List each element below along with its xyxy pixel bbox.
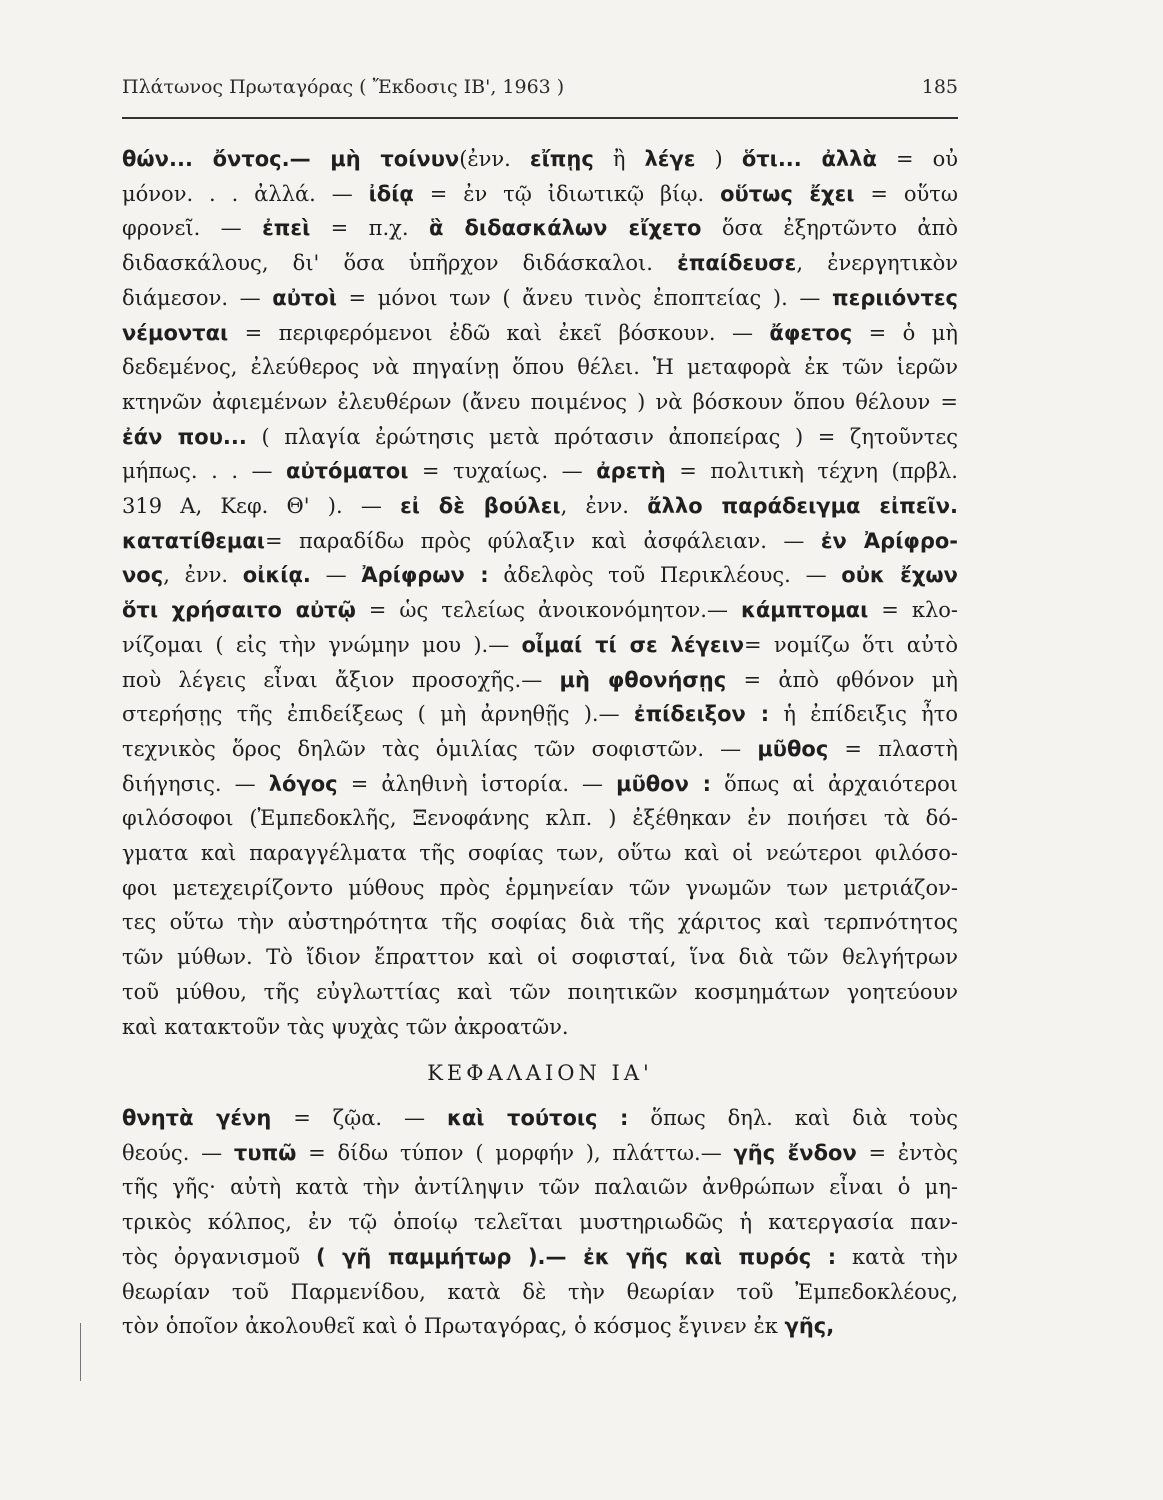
text-line — [122, 316, 958, 351]
lemma-term: ὅτι χρήσαιτο αὐτῷ — [122, 598, 356, 623]
gloss-text: τῆς γῆς· αὐτὴ κατὰ τὴν ἀντίληψιν τῶν παλαιῶν ἀνθρώπων εἶναι ὁ μη- — [122, 1175, 958, 1200]
gloss-text: = ὡς τελείως ἀνοικονόμητον.— — [355, 598, 741, 623]
lemma-term: λόγος — [268, 771, 338, 796]
text-line — [122, 871, 958, 906]
lemma-term: ἐν Ἀρίφρο- — [820, 528, 958, 553]
text-line — [122, 420, 958, 455]
text-line — [122, 281, 958, 316]
text-line — [122, 836, 958, 871]
lemma-term: οὕτως ἔχει — [720, 181, 855, 206]
gloss-text: ἢ — [593, 147, 645, 171]
text-line — [122, 350, 958, 385]
gloss-text: = δίδω τύπον ( μορφήν ), πλάττω.— — [296, 1140, 734, 1165]
lemma-term: νέμονται — [122, 320, 229, 345]
gloss-text: νίζομαι ( εἰς τὴν γνώμην μου ).— — [122, 632, 522, 657]
text-line — [122, 940, 958, 975]
gloss-text: θεούς. — — [122, 1140, 234, 1165]
text-line — [122, 1205, 958, 1240]
gloss-text: — — [310, 563, 362, 588]
gloss-text: τες οὕτω τὴν αὐστηρότητα τῆς σοφίας διὰ τῆς χάριτος καὶ τερπνότητος — [122, 910, 958, 935]
lemma-term: ἄλλο παράδειγμα εἰπεῖν. — [647, 494, 958, 519]
gloss-text: , ἐνν. — [560, 494, 648, 519]
gloss-text: τοῦ μύθου, τῆς εὐγλωττίας καὶ τῶν ποιητικῶν κοσμημάτων γοητεύουν — [122, 979, 958, 1004]
gloss-text: κατὰ τὴν — [836, 1244, 958, 1269]
lemma-term: εἰ δὲ βούλει — [400, 494, 561, 519]
gloss-text: ἀδελφὸς τοῦ Περικλέους. — — [488, 563, 842, 588]
lemma-term: ἐπεὶ — [262, 216, 311, 241]
gloss-text: = τυχαίως. — — [408, 459, 597, 484]
lemma-term: ἄφετος — [769, 320, 853, 345]
gloss-text: ) — [695, 147, 742, 171]
gloss-text: = κλο- — [868, 598, 958, 623]
text-line — [122, 1101, 958, 1136]
page-header — [122, 76, 958, 98]
gloss-text: φρονεῖ. — — [122, 216, 263, 241]
lemma-term: οἰκίᾳ. — [242, 563, 311, 588]
lemma-term: γῆς, — [784, 1314, 835, 1339]
text-line — [122, 1275, 958, 1310]
text-line — [122, 1240, 958, 1275]
gloss-text: = π.χ. — [310, 216, 429, 241]
lemma-term: περιιόντες — [832, 285, 958, 310]
gloss-text: = πλαστὴ — [828, 736, 958, 761]
gloss-text: τὸν ὁποῖον ἀκολουθεῖ καὶ ὁ Πρωταγόρας, ὁ κόσμος ἔγινεν ἐκ — [122, 1314, 785, 1339]
text-line — [122, 767, 958, 802]
lemma-term: ἀρετὴ — [596, 459, 666, 484]
gloss-text: ἡ ἐπίδειξις ἦτο — [769, 702, 958, 727]
gloss-text: διήγησις. — — [122, 771, 269, 796]
gloss-text: μόνον. . . ἀλλά. — — [122, 181, 369, 206]
commentary-text — [122, 142, 958, 1344]
gloss-text: , ἐνν. — [163, 563, 243, 588]
lemma-term: μῦθος — [757, 736, 829, 761]
text-line — [122, 524, 958, 559]
running-title: Πλάτωνος Πρωταγόρας ( Ἔκδοσις ΙΒ', 1963 ) — [122, 76, 565, 98]
gloss-text: γματα καὶ παραγγέλματα τῆς σοφίας των, οὕτω καὶ οἱ νεώτεροι φιλόσο- — [122, 841, 958, 866]
gloss-text: = ὁ μὴ — [852, 320, 958, 345]
text-line — [122, 454, 958, 489]
lemma-term: θνητὰ γένη — [122, 1105, 272, 1130]
gloss-text: δεδεμένος, ἐλεύθερος νὰ πηγαίνῃ ὅπου θέλει. Ἡ μεταφορὰ ἐκ τῶν ἱερῶν — [122, 355, 958, 380]
gloss-text: μήπως. . . — — [122, 459, 287, 484]
header-rule — [122, 117, 958, 119]
gloss-text: = νομίζω ὅτι αὐτὸ — [744, 632, 958, 657]
gloss-text: φιλόσοφοι (Ἐμπεδοκλῆς, Ξενοφάνης κλπ. ) ἐξέθηκαν ἐν ποιήσει τὰ δό- — [122, 806, 958, 831]
text-line — [122, 1170, 958, 1205]
text-line — [122, 211, 958, 246]
lemma-term: ἰδίᾳ — [368, 181, 414, 206]
gloss-text: (ἐνν. — [459, 147, 530, 171]
lemma-term: ἐάν που... — [122, 424, 247, 449]
lemma-term: λέγε — [644, 147, 696, 171]
lemma-term: Ἀρίφρων : — [361, 563, 489, 588]
gloss-text: ποὺ λέγεις εἶναι ἄξιον προσοχῆς.— — [122, 667, 560, 692]
lemma-term: ἐπίδειξον : — [633, 702, 770, 727]
lemma-term: θών... ὄντος.— μὴ τοίνυν — [122, 147, 460, 171]
gloss-text: τῶν μύθων. Τὸ ἴδιον ἔπραττον καὶ οἱ σοφισταί, ἵνα διὰ τῶν θελγήτρων — [122, 945, 958, 970]
text-line — [122, 732, 958, 767]
gloss-text: διδασκάλους, δι' ὅσα ὑπῆρχον διδάσκαλοι. — [122, 251, 678, 276]
text-line — [122, 975, 958, 1010]
text-line — [122, 246, 958, 281]
gloss-text: τρικὸς κόλπος, ἐν τῷ ὁποίῳ τελεῖται μυστηριωδῶς ἡ κατεργασία παν- — [122, 1210, 958, 1235]
gloss-text: ὅπως δηλ. καὶ διὰ τοὺς — [628, 1105, 958, 1130]
lemma-term: γῆς ἔνδον — [733, 1140, 857, 1165]
gloss-text: τεχνικὸς ὅρος δηλῶν τὰς ὁμιλίας τῶν σοφιστῶν. — — [122, 736, 758, 761]
commentary-paragraph — [122, 142, 958, 1044]
gloss-text: φοι μετεχειρίζοντο μύθους πρὸς ἑρμηνείαν τῶν γνωμῶν των μετριάζον- — [122, 875, 958, 900]
lemma-term: ἐπαίδευσε — [677, 251, 797, 276]
text-line — [122, 558, 958, 593]
text-line — [122, 142, 958, 177]
text-line — [122, 1010, 958, 1045]
gloss-text: διάμεσον. — — [122, 285, 273, 310]
margin-mark — [80, 1323, 81, 1381]
text-line — [122, 905, 958, 940]
gloss-text: στερήσῃς τῆς ἐπιδείξεως ( μὴ ἀρνηθῇς ).— — [122, 702, 634, 727]
lemma-term: κατατίθεμαι — [122, 528, 265, 553]
gloss-text: = πολιτικὴ τέχνη (πρβλ. — [665, 459, 958, 484]
lemma-term: οὐκ ἔχων — [841, 563, 958, 588]
text-line — [122, 801, 958, 836]
lemma-term: τυπῶ — [233, 1140, 297, 1165]
text-line — [122, 489, 958, 524]
gloss-text: ( πλαγία ἐρώτησις μετὰ πρότασιν ἀποπείρας ) = ζητοῦντες — [246, 424, 958, 449]
text-line — [122, 1309, 958, 1344]
gloss-text: = μόνοι των ( ἄνευ τινὸς ἐποπτείας ). — — [336, 285, 833, 310]
gloss-text: = ἀπὸ φθόνον μὴ — [726, 667, 958, 692]
gloss-text: ὅπως αἱ ἀρχαιότεροι — [711, 771, 958, 796]
gloss-text: = οὕτω — [854, 181, 958, 206]
text-line — [122, 628, 958, 663]
gloss-text: , ἐνεργητικὸν — [796, 251, 958, 276]
lemma-term: ὅτι... ἀλλὰ — [741, 147, 877, 171]
gloss-text: κτηνῶν ἀφιεμένων ἐλευθέρων (ἄνευ ποιμένος ) νὰ βόσκουν ὅπου θέλουν = — [122, 389, 958, 414]
gloss-text: = περιφερόμενοι ἐδῶ καὶ ἐκεῖ βόσκουν. — — [228, 320, 770, 345]
lemma-term: κάμπτομαι — [740, 598, 869, 623]
text-line — [122, 593, 958, 628]
lemma-term: νος — [122, 563, 164, 588]
text-line — [122, 697, 958, 732]
gloss-text: = ζῷα. — — [271, 1105, 447, 1130]
gloss-text: = οὐ — [876, 147, 958, 171]
lemma-term: καὶ τούτοις : — [446, 1105, 629, 1130]
text-line — [122, 663, 958, 698]
gloss-text: ὅσα ἐξηρτῶντο ἀπὸ — [701, 216, 958, 241]
lemma-term: ἃ διδασκάλων εἴχετο — [428, 216, 702, 241]
page-number: 185 — [921, 76, 958, 98]
gloss-text: τὸς ὀργανισμοῦ — [122, 1244, 316, 1269]
lemma-term: αὐτόματοι — [286, 459, 409, 484]
lemma-term: οἶμαί τί σε λέγειν — [521, 632, 745, 657]
lemma-term: αὐτοὶ — [272, 285, 337, 310]
text-line — [122, 1136, 958, 1171]
lemma-term: μὴ φθονήσῃς — [559, 667, 727, 692]
gloss-text: = ἀληθινὴ ἱστορία. — — [337, 771, 617, 796]
text-line — [122, 385, 958, 420]
lemma-term: ( γῆ παμμήτωρ ).— ἐκ γῆς καὶ πυρός : — [315, 1244, 837, 1269]
chapter-paragraph — [122, 1101, 958, 1344]
chapter-heading: ΚΕΦΑΛΑΙΟΝ ΙΑ' — [427, 1061, 653, 1086]
lemma-term: μῦθον : — [616, 771, 712, 796]
gloss-text: = ἐντὸς — [856, 1140, 958, 1165]
gloss-text: = παραδίδω πρὸς φύλαξιν καὶ ἀσφάλειαν. — — [264, 528, 821, 553]
gloss-text: 319 Α, Κεφ. Θ' ). — — [122, 494, 401, 519]
lemma-term: εἴπῃς — [529, 147, 594, 171]
gloss-text: καὶ κατακτοῦν τὰς ψυχὰς τῶν ἀκροατῶν. — [122, 1014, 569, 1039]
gloss-text: θεωρίαν τοῦ Παρμενίδου, κατὰ δὲ τὴν θεωρίαν τοῦ Ἐμπεδοκλέους, — [122, 1279, 958, 1304]
text-line — [122, 177, 958, 212]
gloss-text: = ἐν τῷ ἰδιωτικῷ βίῳ. — [413, 181, 721, 206]
